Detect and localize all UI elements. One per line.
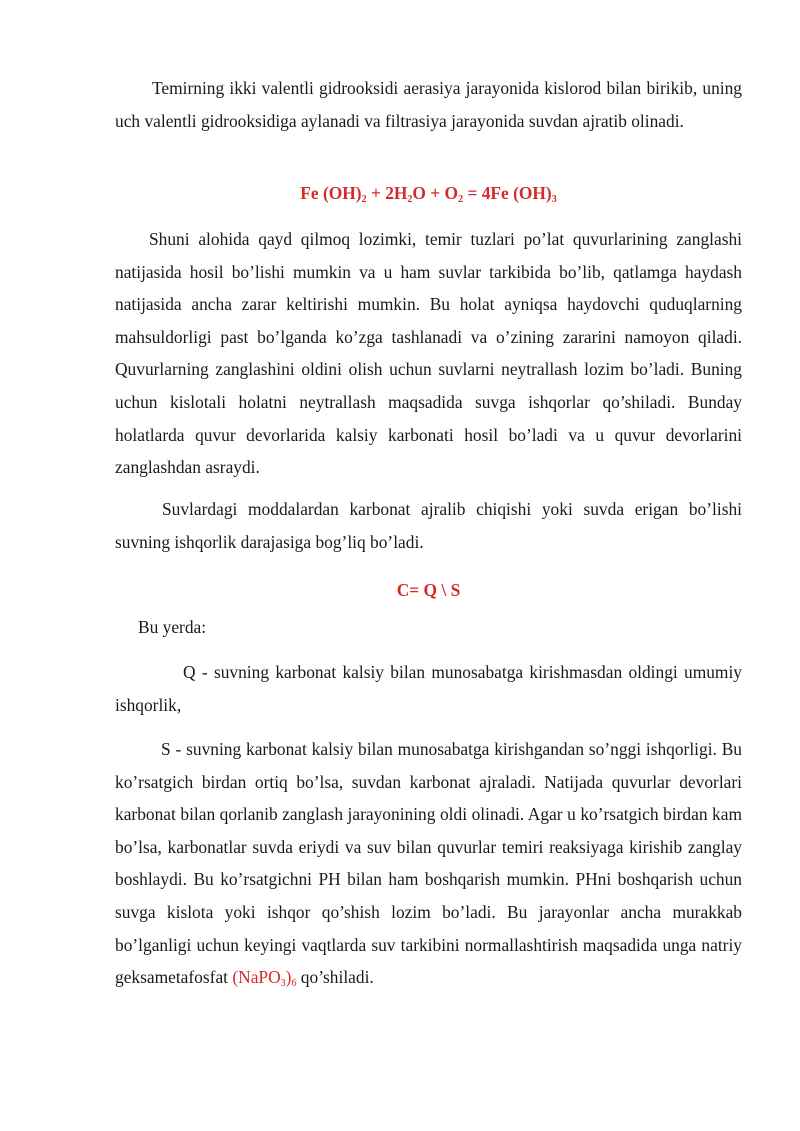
paragraph-carbonate: Suvlardagi moddalardan karbonat ajralib chiqishi yoki suvda erigan bo’lishi suvning ishqorlik darajasiga bog’liq bo’ladi. [115, 499, 742, 552]
formula-term: = 4Fe (OH) [463, 183, 552, 203]
formula-sodium-hexametaphosphate [232, 967, 297, 990]
paragraph-s-definition [115, 733, 742, 994]
formula-term: ) [285, 967, 292, 988]
formula-term: Fe (OH) [300, 183, 362, 203]
formula-subscript: 3 [551, 194, 557, 205]
formula-subscript: 2 [407, 194, 413, 205]
paragraph-text: S - suvning karbonat kalsiy bilan munosabatga kirishgandan so’nggi ishqorligi. Bu ko’rsatgich birdan ortiq bo’lsa, suvdan karbonat ajraladi. Natijada quvurlar devorlari karbonat bilan qorlanib zanglash jarayonining oldi olinadi. Agar u ko’rsatgich birdan kam bo’lsa, karbonatlar suvda eriydi va suv bilan quvurlar temiri reaksiyaga kirishib zanglay boshlaydi. Bu ko’rsatgichni PH bilan ham boshqarish mumkin. PHni boshqarish uchun suvga kislota yoki ishqor qo’shish lozim bo’ladi. Bu jarayonlar ancha murakkab bo’lganligi uchun keyingi vaqtlarda suv tarkibini normallashtirish maqsadida unga natriy geksametafosfat [115, 739, 742, 988]
formula-term: + 2H [366, 183, 408, 203]
paragraph-corrosion: Shuni alohida qayd qilmoq lozimki, temir tuzlari po’lat quvurlarining zanglashi natijasida hosil bo’lishi mumkin va u ham suvlar tarkibida bo’lib, qatlamga haydash natijasida ancha zarar keltirishi mumkin. Bu holat ayniqsa haydovchi quduqlarning mahsuldorligi past bo’lganda ko’zga tashlanadi va o’zining zararini namoyon qiladi. Quvurlarning zanglashini oldini olish uchun suvlarni neytrallash lozim bo’ladi. Buning uchun kislotali holatni neytrallash maqsadida suvga ishqorlar qo’shiladi. Bunday holatlarda quvur devorlarida kalsiy karbonati hosil bo’ladi va u quvur devorlarini zanglashdan asraydi. [115, 229, 742, 478]
paragraph-q-definition: Q - suvning karbonat kalsiy bilan munosabatga kirishmasdan oldingi umumiy ishqorlik, [115, 662, 742, 715]
formula-subscript: 3 [280, 978, 286, 990]
formula-subscript: 2 [458, 194, 464, 205]
formula-subscript: 6 [291, 978, 297, 990]
formula-term: O + O [412, 183, 459, 203]
formula-iron-oxidation [115, 183, 742, 204]
paragraph-iron-hydroxide: Temirning ikki valentli gidrooksidi aerasiya jarayonida kislorod bilan birikib, uning uch valentli gidrooksidiga aylanadi va filtrasiya jarayonida suvdan ajratib olinadi. [115, 78, 742, 131]
formula-subscript: 2 [361, 194, 367, 205]
paragraph-where: Bu yerda: [138, 617, 207, 637]
formula-alkalinity-ratio: C= Q \ S [396, 580, 461, 600]
formula-term: (NaPO [232, 967, 281, 988]
paragraph-tail: qo’shiladi. [296, 967, 374, 988]
